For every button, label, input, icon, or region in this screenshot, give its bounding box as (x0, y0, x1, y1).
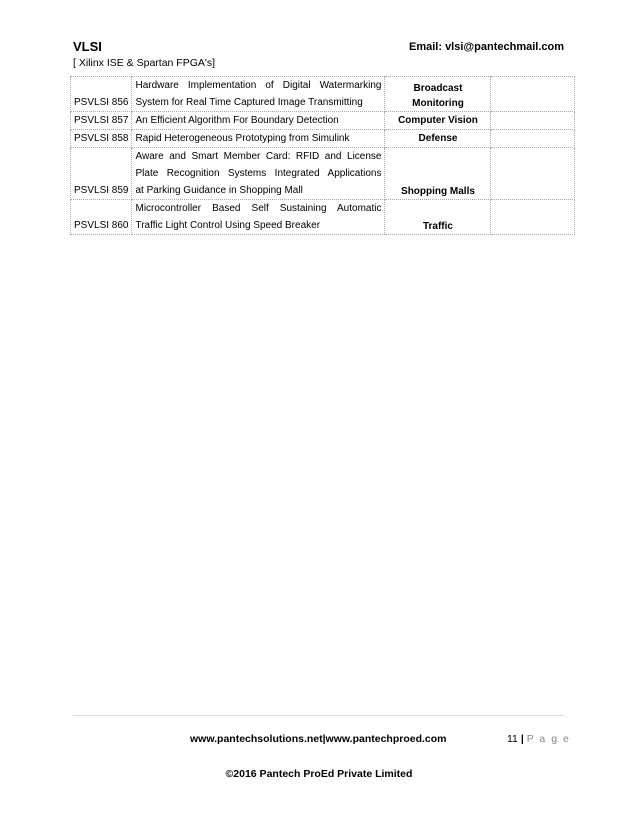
table-row (71, 112, 575, 130)
footer-divider (73, 715, 565, 716)
table-row (71, 130, 575, 148)
project-domain: Broadcast Monitoring (385, 77, 491, 112)
table-row (71, 148, 575, 200)
project-code: PSVLSI 859 (71, 148, 132, 200)
page-number-value: 11 (507, 733, 518, 745)
project-code: PSVLSI 858 (71, 130, 132, 148)
project-title: Aware and Smart Member Card: RFID and License Plate Recognition Systems Integrated Applications at Parking Guidance in Shopping Mall (132, 148, 385, 200)
footer-links: www.pantechsolutions.net|www.pantechproed.com (190, 733, 447, 745)
project-title: An Efficient Algorithm For Boundary Detection (132, 112, 385, 130)
project-code: PSVLSI 857 (71, 112, 132, 130)
page-label: P a g e (526, 733, 571, 745)
project-domain: Shopping Malls (385, 148, 491, 200)
footer-copyright: ©2016 Pantech ProEd Private Limited (225, 768, 413, 780)
project-title: Microcontroller Based Self Sustaining Automatic Traffic Light Control Using Speed Breaker (132, 200, 385, 235)
page-separator: | (520, 733, 524, 745)
header-title: VLSI (73, 39, 102, 54)
project-title: Hardware Implementation of Digital Watermarking System for Real Time Captured Image Transmitting (132, 77, 385, 112)
header-subtitle: [ Xilinx ISE & Spartan FPGA's] (73, 57, 216, 69)
project-domain: Traffic (385, 200, 491, 235)
empty-cell (491, 112, 575, 130)
project-code: PSVLSI 860 (71, 200, 132, 235)
page-number (507, 733, 570, 745)
empty-cell (491, 77, 575, 112)
table-row (71, 77, 575, 112)
empty-cell (491, 130, 575, 148)
project-domain: Computer Vision (385, 112, 491, 130)
empty-cell (491, 200, 575, 235)
empty-cell (491, 148, 575, 200)
project-table (70, 76, 575, 235)
header-email: Email: vlsi@pantechmail.com (409, 41, 564, 53)
table-row (71, 200, 575, 235)
project-domain: Defense (385, 130, 491, 148)
project-code: PSVLSI 856 (71, 77, 132, 112)
project-title: Rapid Heterogeneous Prototyping from Simulink (132, 130, 385, 148)
